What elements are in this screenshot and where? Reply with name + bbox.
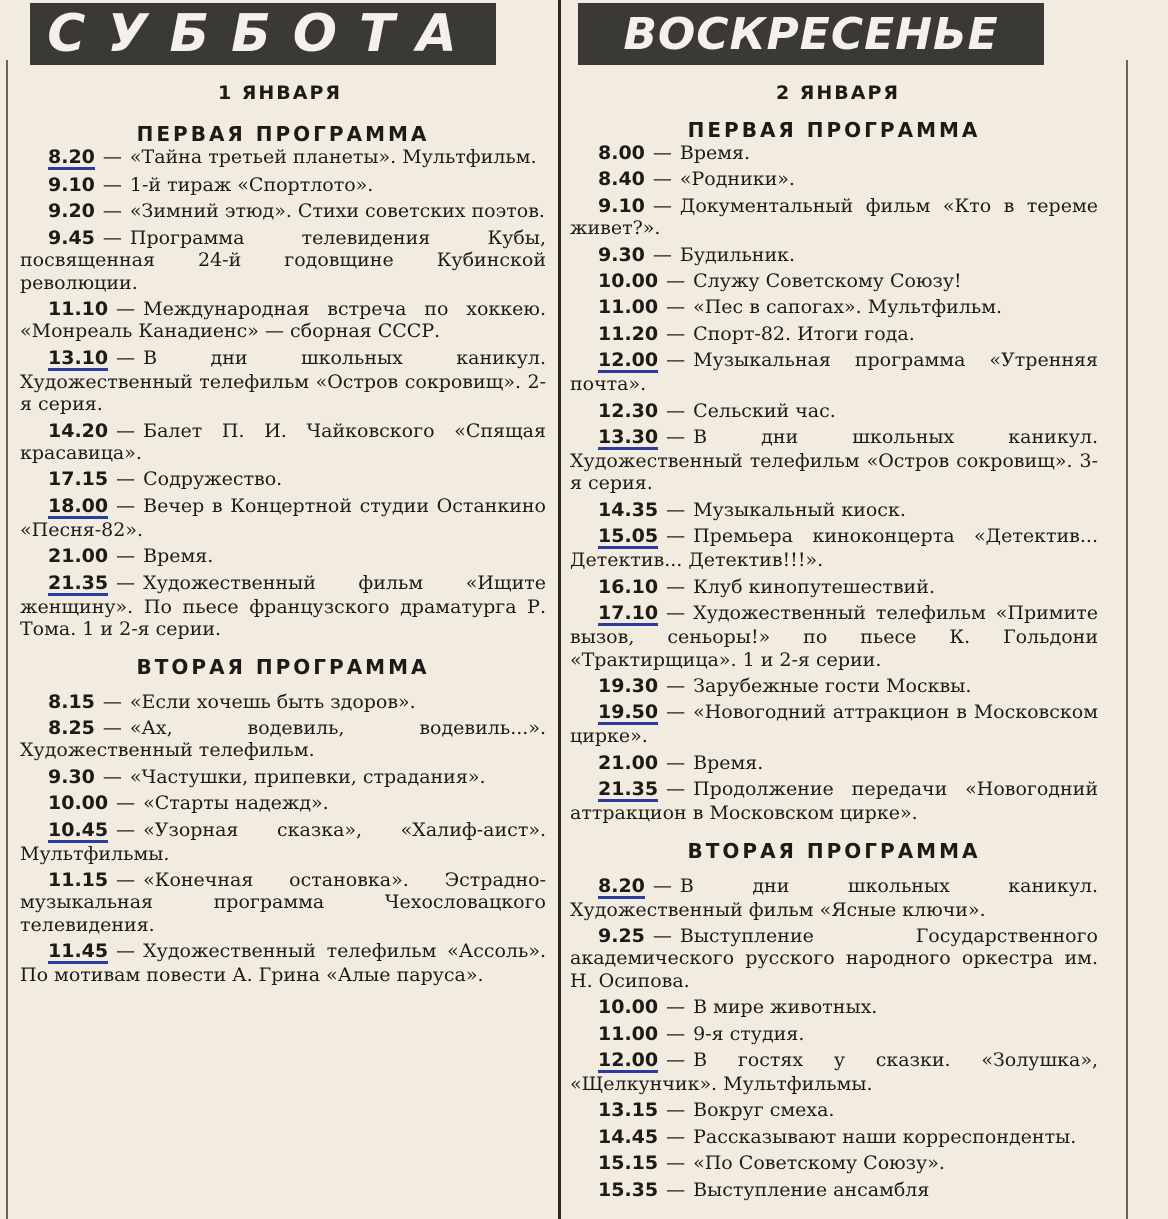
schedule-description: Вокруг смеха. — [693, 1099, 835, 1122]
schedule-description: Премьера киноконцерта «Детектив... Детектив... Детектив!!!». — [570, 525, 1098, 572]
schedule-time: 8.20 — [48, 146, 95, 168]
schedule-description: Будильник. — [679, 243, 796, 266]
schedule-time: 9.20 — [48, 200, 95, 223]
schedule-entry — [570, 499, 1098, 521]
dash-separator: — — [666, 426, 686, 449]
schedule-description: Документальный фильм «Кто в тереме живет?». — [570, 194, 1098, 240]
dash-separator: — — [666, 1048, 686, 1071]
dash-separator: — — [666, 1099, 686, 1122]
schedule-description: «Конечная остановка». Эстрадно-музыкальная программа Чехословацкого телевидения. — [20, 868, 546, 936]
schedule-entry — [570, 1099, 1098, 1121]
schedule-entry — [20, 766, 546, 788]
schedule-entry — [570, 778, 1098, 824]
schedule-description: Продолжение передачи «Новогодний аттракцион в Московском цирке». — [570, 778, 1098, 825]
schedule-entry — [570, 1152, 1098, 1174]
dash-separator: — — [666, 349, 686, 372]
schedule-description: Музыкальная программа «Утренняя почта». — [570, 349, 1098, 396]
schedule-time: 12.00 — [598, 349, 659, 372]
schedule-entry — [20, 174, 546, 196]
schedule-time: 11.45 — [48, 940, 109, 963]
schedule-time: 13.15 — [598, 1099, 659, 1122]
schedule-time: 11.00 — [598, 1022, 659, 1045]
schedule-entry — [570, 1179, 1098, 1201]
schedule-entry — [20, 146, 546, 170]
schedule-entry — [20, 572, 546, 641]
schedule-time: 12.00 — [598, 1048, 659, 1071]
schedule-description: Зарубежные гости Москвы. — [693, 674, 972, 697]
dash-separator: — — [666, 602, 686, 625]
dash-separator: — — [116, 298, 136, 321]
schedule-time: 8.20 — [598, 874, 645, 897]
schedule-description: «По Советскому Союзу». — [693, 1152, 945, 1175]
schedule-description: «Если хочешь быть здоров». — [129, 690, 416, 713]
dash-separator: — — [116, 818, 136, 841]
schedule-description: Спорт-82. Итоги года. — [693, 322, 915, 345]
dash-separator: — — [666, 525, 686, 548]
schedule-entry — [570, 996, 1098, 1018]
schedule-time: 10.00 — [598, 996, 659, 1019]
dash-separator: — — [116, 494, 136, 517]
dash-separator: — — [116, 545, 136, 568]
dash-separator: — — [116, 571, 136, 594]
schedule-time: 9.25 — [598, 924, 645, 947]
schedule-time: 14.20 — [48, 419, 109, 442]
dash-separator: — — [666, 1152, 686, 1175]
dash-separator: — — [102, 174, 122, 196]
schedule-time: 21.35 — [48, 571, 109, 594]
schedule-description: Художественный телефильм «Ассоль». По мотивам повести А. Грина «Алые паруса». — [20, 940, 546, 987]
schedule-time: 14.35 — [598, 498, 659, 521]
schedule-description: В гостях у сказки. «Золушка», «Щелкунчик». Мультфильмы. — [570, 1048, 1098, 1095]
schedule-description: Рассказывают наши корреспонденты. — [693, 1125, 1077, 1148]
schedule-entry — [20, 869, 546, 936]
sunday-banner: ВОСКРЕСЕНЬЕ — [578, 3, 1044, 65]
schedule-time: 9.45 — [48, 226, 95, 249]
schedule-time: 21.00 — [598, 751, 659, 774]
saturday-second-program-list — [20, 691, 546, 987]
sunday-listing — [570, 118, 1098, 1205]
schedule-description: «Тайна третьей планеты». Мультфильм. — [129, 146, 537, 168]
schedule-entry — [20, 717, 546, 762]
schedule-entry — [20, 495, 546, 541]
schedule-description: «Пес в сапогах». Мультфильм. — [693, 296, 1003, 319]
sunday-second-program-list — [570, 875, 1098, 1201]
schedule-description: Выступление ансамбля — [693, 1178, 930, 1201]
sunday-second-program-heading: ВТОРАЯ ПРОГРАММА — [687, 838, 981, 863]
dash-separator: — — [102, 716, 122, 739]
schedule-description: «Частушки, припевки, страдания». — [129, 765, 486, 788]
schedule-entry — [570, 1126, 1098, 1148]
dash-separator: — — [116, 940, 136, 963]
schedule-description: Балет П. И. Чайковского «Спящая красавица». — [20, 419, 546, 465]
schedule-description: «Старты надежд». — [143, 792, 329, 815]
schedule-description: 1-й тираж «Спортлото». — [129, 174, 374, 196]
schedule-entry — [570, 752, 1098, 774]
schedule-time: 13.30 — [598, 426, 659, 449]
schedule-entry — [570, 400, 1098, 422]
schedule-entry — [20, 691, 546, 713]
schedule-time: 10.00 — [48, 792, 109, 815]
schedule-description: Время. — [693, 751, 764, 774]
schedule-time: 8.25 — [48, 716, 95, 739]
saturday-first-program-heading: ПЕРВАЯ ПРОГРАММА — [136, 122, 430, 146]
schedule-entry — [20, 298, 546, 343]
schedule-time: 8.00 — [598, 142, 645, 164]
schedule-entry — [20, 819, 546, 865]
schedule-description: Служу Советскому Союзу! — [693, 270, 962, 293]
dash-separator: — — [116, 868, 136, 891]
schedule-time: 16.10 — [598, 575, 659, 598]
schedule-time: 10.00 — [598, 270, 659, 293]
dash-separator: — — [666, 322, 686, 345]
schedule-description: Сельский час. — [693, 399, 836, 422]
dash-separator: — — [666, 1125, 686, 1148]
schedule-description: Музыкальный киоск. — [693, 498, 906, 521]
dash-separator: — — [652, 194, 672, 217]
schedule-entry — [570, 296, 1098, 318]
schedule-description: Международная встреча по хоккею. «Монреаль Канадиенс» — сборная СССР. — [20, 298, 546, 343]
dash-separator: — — [116, 419, 136, 442]
schedule-time: 11.15 — [48, 868, 109, 891]
schedule-entry — [570, 142, 1098, 164]
dash-separator: — — [666, 399, 686, 422]
schedule-entry — [570, 925, 1098, 992]
schedule-entry — [20, 200, 546, 222]
schedule-description: Время. — [679, 142, 751, 164]
schedule-time: 11.10 — [48, 298, 109, 321]
dash-separator: — — [652, 874, 672, 897]
schedule-time: 11.20 — [598, 322, 659, 345]
dash-separator: — — [666, 701, 686, 724]
schedule-description: Программа телевидения Кубы, посвященная 24-й годовщине Кубинской революции. — [20, 226, 546, 294]
dash-separator: — — [652, 168, 672, 191]
schedule-entry — [570, 323, 1098, 345]
schedule-entry — [20, 420, 546, 465]
schedule-description: Содружество. — [143, 468, 283, 491]
schedule-entry — [570, 576, 1098, 598]
dash-separator: — — [652, 924, 672, 947]
dash-separator: — — [116, 468, 136, 491]
schedule-description: Выступление Государственного академического русского народного оркестра им. Н. Осипова. — [570, 924, 1098, 992]
schedule-description: Клуб кинопутешествий. — [693, 575, 935, 598]
schedule-entry — [570, 675, 1098, 697]
schedule-time: 17.15 — [48, 468, 109, 491]
schedule-entry — [570, 602, 1098, 671]
schedule-description: Вечер в Концертной студии Останкино «Песня-82». — [20, 494, 546, 541]
sunday-first-program-list — [570, 142, 1098, 825]
sunday-date: 2 ЯНВАРЯ — [775, 82, 901, 104]
right-border-rule — [1126, 60, 1128, 1219]
schedule-entry — [570, 1023, 1098, 1045]
saturday-second-program-heading: ВТОРАЯ ПРОГРАММА — [136, 654, 430, 679]
schedule-description: В дни школьных каникул. Художественный телефильм «Остров сокровищ». 2-я серия. — [20, 346, 546, 416]
dash-separator: — — [102, 200, 122, 223]
schedule-entry — [570, 701, 1098, 747]
schedule-entry — [570, 195, 1098, 240]
dash-separator: — — [102, 146, 122, 168]
schedule-time: 8.40 — [598, 168, 645, 191]
schedule-entry — [570, 270, 1098, 292]
schedule-entry — [20, 792, 546, 814]
schedule-entry — [20, 227, 546, 294]
schedule-entry — [20, 468, 546, 490]
schedule-time: 9.30 — [48, 765, 95, 788]
column-divider — [558, 0, 561, 1219]
dash-separator: — — [652, 142, 672, 164]
schedule-entry — [570, 1049, 1098, 1095]
schedule-time: 11.00 — [598, 296, 659, 319]
schedule-time: 15.15 — [598, 1152, 659, 1175]
schedule-time: 8.15 — [48, 690, 95, 713]
schedule-entry — [570, 349, 1098, 395]
schedule-time: 9.10 — [598, 194, 645, 217]
saturday-date: 1 ЯНВАРЯ — [217, 82, 343, 104]
dash-separator: — — [666, 575, 686, 598]
schedule-description: Время. — [143, 545, 214, 568]
schedule-description: «Новогодний аттракцион в Московском цирке». — [570, 701, 1098, 748]
schedule-time: 14.45 — [598, 1125, 659, 1148]
schedule-time: 13.10 — [48, 346, 109, 369]
schedule-time: 21.35 — [598, 778, 659, 801]
schedule-time: 21.00 — [48, 545, 109, 568]
schedule-description: «Ах, водевиль, водевиль...». Художественный телефильм. — [20, 716, 546, 762]
saturday-banner: СУББОТА — [30, 3, 496, 65]
dash-separator: — — [666, 270, 686, 293]
schedule-description: «Зимний этюд». Стихи советских поэтов. — [129, 200, 545, 223]
dash-separator: — — [666, 674, 686, 697]
dash-separator: — — [666, 751, 686, 774]
schedule-description: Художественный фильм «Ищите женщину». По пьесе французского драматурга Р. Тома. 1 и 2-я серии. — [20, 571, 546, 641]
dash-separator: — — [102, 226, 122, 249]
schedule-description: В мире животных. — [693, 996, 878, 1019]
dash-separator: — — [102, 690, 122, 713]
left-border-rule — [6, 60, 8, 1219]
schedule-entry — [570, 244, 1098, 266]
schedule-time: 19.50 — [598, 701, 659, 724]
dash-separator: — — [102, 765, 122, 788]
dash-separator: — — [666, 996, 686, 1019]
schedule-entry — [20, 347, 546, 416]
schedule-time: 15.05 — [598, 525, 659, 548]
schedule-description: Художественный телефильм «Примите вызов, сеньоры!» по пьесе К. Гольдони «Трактирщица». 1 и 2-я серии. — [570, 602, 1098, 671]
dash-separator: — — [666, 296, 686, 319]
saturday-first-program-list — [20, 146, 546, 641]
schedule-time: 9.10 — [48, 174, 95, 196]
schedule-description: В дни школьных каникул. Художественный телефильм «Остров сокровищ». 3-я серия. — [570, 426, 1098, 495]
schedule-entry — [20, 545, 546, 567]
schedule-time: 18.00 — [48, 494, 109, 517]
schedule-description: «Узорная сказка», «Халиф-аист». Мультфильмы. — [20, 818, 546, 865]
schedule-entry — [570, 875, 1098, 921]
schedule-time: 17.10 — [598, 602, 659, 625]
dash-separator: — — [652, 243, 672, 266]
dash-separator: — — [116, 346, 136, 369]
dash-separator: — — [666, 1022, 686, 1045]
schedule-time: 15.35 — [598, 1178, 659, 1201]
dash-separator: — — [666, 1178, 686, 1201]
schedule-time: 12.30 — [598, 399, 659, 422]
schedule-entry — [570, 168, 1098, 190]
schedule-time: 9.30 — [598, 243, 645, 266]
schedule-time: 19.30 — [598, 674, 659, 697]
dash-separator: — — [666, 778, 686, 801]
schedule-description: «Родники». — [679, 168, 795, 191]
schedule-description: 9-я студия. — [693, 1022, 805, 1045]
dash-separator: — — [116, 792, 136, 815]
saturday-listing — [20, 122, 546, 991]
schedule-entry — [20, 940, 546, 986]
sunday-first-program-heading: ПЕРВАЯ ПРОГРАММА — [687, 118, 981, 142]
schedule-entry — [570, 525, 1098, 571]
schedule-description: В дни школьных каникул. Художественный фильм «Ясные ключи». — [570, 874, 1098, 921]
schedule-time: 10.45 — [48, 818, 109, 841]
dash-separator: — — [666, 498, 686, 521]
schedule-entry — [570, 426, 1098, 495]
